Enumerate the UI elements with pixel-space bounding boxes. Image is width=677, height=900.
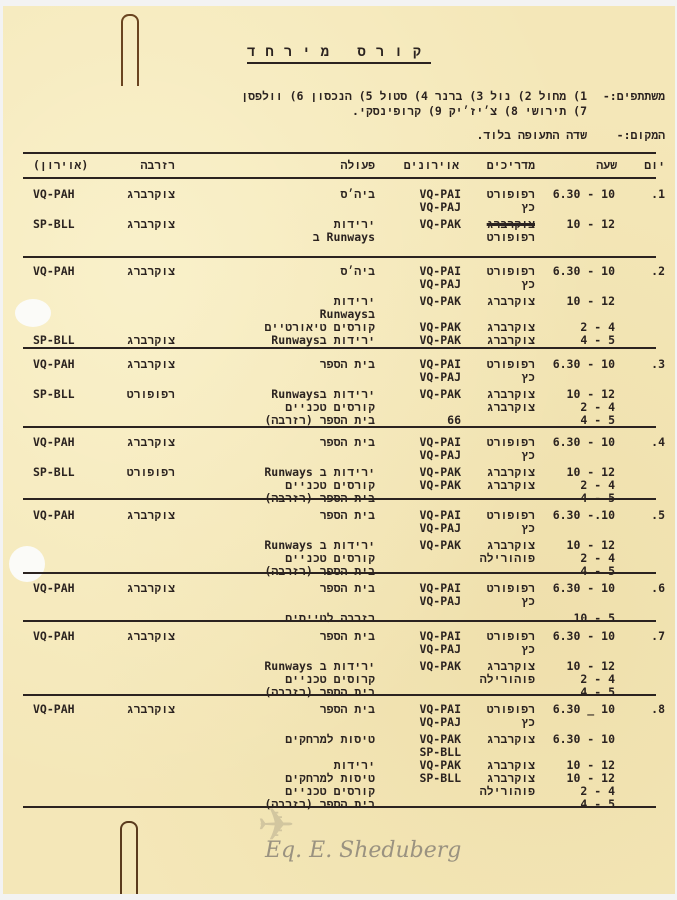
activity: בית הספר xyxy=(319,629,375,643)
aircraft-registration: VQ-PAI xyxy=(419,435,461,449)
day-separator-rule xyxy=(23,572,656,574)
time-slot: 6.30 - 10 xyxy=(552,581,615,595)
day-separator-rule xyxy=(23,347,656,349)
activity: בית הספר (רזרבה) xyxy=(264,491,375,505)
time-slot: 10 - 12 xyxy=(566,771,615,785)
instructor-name: רפופורט xyxy=(486,435,535,449)
instructor-name: כץ xyxy=(521,715,535,729)
activity: רזרבה לטייסים xyxy=(285,611,375,625)
time-slot: 10 - 12 xyxy=(566,387,615,401)
aircraft-registration: VQ-PAI xyxy=(419,508,461,522)
instructor-name: צוקרברג xyxy=(486,758,535,772)
column-header-day: יום xyxy=(644,158,665,172)
time-slot: 6.30 - 10 xyxy=(552,435,615,449)
activity: ירידות בRunways xyxy=(271,387,375,401)
day-separator-rule xyxy=(23,426,656,428)
aircraft-registration: VQ-PAI xyxy=(419,702,461,716)
header-rule-bottom xyxy=(23,177,656,179)
activity: קורסים טכניים xyxy=(285,478,375,492)
activity: ביה׳ס xyxy=(340,264,375,278)
activity: בית הספר (רזרבה) xyxy=(264,797,375,811)
participants-line-1: 1) מחול 2) נול 3) ברנר 4) סטול 5) הנכסון 6) וולפסן xyxy=(241,89,587,103)
activity: בית הספר (רזרבה) xyxy=(264,413,375,427)
reserve-instructor: רפופורט xyxy=(126,465,175,479)
reserve-instructor: צוקרברג xyxy=(126,702,175,716)
activity: טיסות למרחקים xyxy=(285,771,375,785)
time-slot: 4 - 5 xyxy=(580,491,615,505)
activity: קורסים טכניים xyxy=(285,400,375,414)
day-separator-rule xyxy=(23,256,656,258)
location-label: המקום:- xyxy=(616,128,665,142)
instructor-name: פוהורילה xyxy=(479,672,535,686)
aircraft-registration: VQ-PAJ xyxy=(419,521,461,535)
instructor-name: כץ xyxy=(521,277,535,291)
reserve-instructor: צוקרברג xyxy=(126,187,175,201)
column-header-aircraft: אוירונים xyxy=(403,158,459,172)
reserve-instructor: צוקרברג xyxy=(126,217,175,231)
aircraft-registration: VQ-PAK xyxy=(419,294,461,308)
instructor-name: פוהורילה xyxy=(479,551,535,565)
aircraft-registration: VQ-PAK xyxy=(419,659,461,673)
reserve-aircraft: SP-BLL xyxy=(33,387,75,401)
day-number: .2 xyxy=(651,264,665,278)
aircraft-registration: SP-BLL xyxy=(419,771,461,785)
instructor-name: רפופורט xyxy=(486,581,535,595)
column-header-time: שעה xyxy=(596,158,617,172)
time-slot: 10 - 5 xyxy=(573,611,615,625)
time-slot: 6.30 - 10 xyxy=(552,187,615,201)
time-slot: 2 - 4 xyxy=(580,551,615,565)
aircraft-registration: VQ-PAJ xyxy=(419,715,461,729)
aircraft-registration: VQ-PAK xyxy=(419,320,461,334)
time-slot: 10 - 12 xyxy=(566,659,615,673)
instructor-name: כץ xyxy=(521,594,535,608)
instructor-name: רפופורט xyxy=(486,508,535,522)
location-value: שדה התעופה בלוד. xyxy=(476,128,587,142)
activity: בית הספר xyxy=(319,508,375,522)
activity: בRunways xyxy=(319,307,375,321)
activity: בית הספר xyxy=(319,357,375,371)
instructor-name: צוקרברג xyxy=(486,400,535,414)
instructor-name: צוקרברג xyxy=(486,538,535,552)
activity: ירידות ב Runways xyxy=(264,465,375,479)
aircraft-registration: VQ-PAK xyxy=(419,217,461,231)
activity: Runways ב xyxy=(312,230,375,244)
day-number: .1 xyxy=(651,187,665,201)
aircraft-registration: VQ-PAJ xyxy=(419,642,461,656)
header-rule-top xyxy=(23,152,656,154)
reserve-aircraft: VQ-PAH xyxy=(33,264,75,278)
activity: קורסים טכניים xyxy=(285,784,375,798)
time-slot: 2 - 4 xyxy=(580,784,615,798)
instructor-name: כץ xyxy=(521,200,535,214)
aircraft-registration: VQ-PAJ xyxy=(419,594,461,608)
aircraft-registration: VQ-PAJ xyxy=(419,370,461,384)
column-header-reserve: רזרבה xyxy=(140,158,175,172)
reserve-aircraft: VQ-PAH xyxy=(33,435,75,449)
activity: ירידות ב Runways xyxy=(264,538,375,552)
day-separator-rule xyxy=(23,498,656,500)
instructor-name: צוקרברג xyxy=(486,478,535,492)
reserve-aircraft: VQ-PAH xyxy=(33,187,75,201)
punch-hole-upper xyxy=(15,299,51,327)
instructor-name: צוקרברג xyxy=(486,387,535,401)
reserve-instructor: צוקרברג xyxy=(126,357,175,371)
reserve-instructor: רפופורט xyxy=(126,387,175,401)
instructor-name: כץ xyxy=(521,521,535,535)
activity: בית הספר xyxy=(319,435,375,449)
activity: ביה׳ס xyxy=(340,187,375,201)
time-slot: 2 - 4 xyxy=(580,672,615,686)
instructor-name: כץ xyxy=(521,642,535,656)
column-header-reserve-aircraft: (אוירון) xyxy=(33,158,89,172)
time-slot: 10 - 12 xyxy=(566,465,615,479)
reserve-aircraft: VQ-PAH xyxy=(33,581,75,595)
time-slot: 4 - 5 xyxy=(580,685,615,699)
reserve-instructor: צוקרברג xyxy=(126,581,175,595)
time-slot: 4 - 5 xyxy=(580,333,615,347)
instructor-name: רפופורט xyxy=(486,357,535,371)
activity: ירידות xyxy=(333,294,375,308)
activity: ירידות xyxy=(333,758,375,772)
column-header-instructors: מדריכים xyxy=(486,158,535,172)
instructor-name: פוהורילה xyxy=(479,784,535,798)
reserve-instructor: צוקרברג xyxy=(126,508,175,522)
aircraft-registration: VQ-PAK xyxy=(419,333,461,347)
aircraft-registration: VQ-PAK xyxy=(419,387,461,401)
day-separator-rule xyxy=(23,620,656,622)
airplane-watermark-icon: ✈ xyxy=(258,786,295,856)
punch-hole-lower xyxy=(9,546,45,582)
activity: קרוסים טכניים xyxy=(285,672,375,686)
instructor-name: רפופורט xyxy=(486,264,535,278)
aircraft-registration: VQ-PAI xyxy=(419,264,461,278)
instructor-name: צוקרברג xyxy=(486,659,535,673)
time-slot: 6.30 -.10 xyxy=(552,508,615,522)
instructor-name: רפופורט xyxy=(486,187,535,201)
instructor-name: צוקרברג xyxy=(486,732,535,746)
aircraft-registration: VQ-PAI xyxy=(419,357,461,371)
aircraft-registration: VQ-PAI xyxy=(419,629,461,643)
aircraft-registration: 66 xyxy=(447,413,461,427)
reserve-instructor: צוקרברג xyxy=(126,435,175,449)
reserve-aircraft: VQ-PAH xyxy=(33,702,75,716)
signature: Eq. E. Sheduberg xyxy=(265,838,462,863)
day-number: .6 xyxy=(651,581,665,595)
activity: ירידות בRunways xyxy=(271,333,375,347)
reserve-aircraft: SP-BLL xyxy=(33,465,75,479)
time-slot: 6.30 - 10 xyxy=(552,357,615,371)
day-separator-rule xyxy=(23,694,656,696)
aircraft-registration: VQ-PAK xyxy=(419,478,461,492)
aircraft-registration: VQ-PAJ xyxy=(419,200,461,214)
aircraft-registration: VQ-PAJ xyxy=(419,448,461,462)
participants-label: משתתפים:- xyxy=(602,89,665,103)
aircraft-registration: VQ-PAK xyxy=(419,465,461,479)
activity: קורסים טיאורטיים xyxy=(264,320,375,334)
reserve-instructor: צוקרברג xyxy=(126,264,175,278)
reserve-aircraft: VQ-PAH xyxy=(33,357,75,371)
aircraft-registration: SP-BLL xyxy=(419,745,461,759)
time-slot: 6.30 _ 10 xyxy=(552,702,615,716)
reserve-aircraft: SP-BLL xyxy=(33,333,75,347)
time-slot: 10 - 12 xyxy=(566,758,615,772)
document-page xyxy=(3,6,675,894)
activity: טיסות למרחקים xyxy=(285,732,375,746)
instructor-name: רפופורט xyxy=(486,230,535,244)
instructor-name: כץ xyxy=(521,448,535,462)
reserve-instructor: צוקרברג xyxy=(126,333,175,347)
aircraft-registration: VQ-PAJ xyxy=(419,277,461,291)
instructor-name: רפופורט xyxy=(486,629,535,643)
day-number: .8 xyxy=(651,702,665,716)
instructor-name: כץ xyxy=(521,370,535,384)
instructor-name: צוקרברג xyxy=(486,771,535,785)
day-number: .3 xyxy=(651,357,665,371)
aircraft-registration: VQ-PAK xyxy=(419,732,461,746)
activity: בית הספר (רזרבה) xyxy=(264,685,375,699)
activity: ירידות xyxy=(333,217,375,231)
activity: בית הספר xyxy=(319,581,375,595)
aircraft-registration: VQ-PAK xyxy=(419,758,461,772)
reserve-aircraft: VQ-PAH xyxy=(33,508,75,522)
reserve-instructor: צוקרברג xyxy=(126,629,175,643)
activity: קורסים טכניים xyxy=(285,551,375,565)
time-slot: 6.30 - 10 xyxy=(552,264,615,278)
time-slot: 2 - 4 xyxy=(580,478,615,492)
staple-mark-bottom xyxy=(120,821,138,894)
time-slot: 6.30 - 10 xyxy=(552,629,615,643)
day-number: .4 xyxy=(651,435,665,449)
time-slot: 4 - 5 xyxy=(580,564,615,578)
aircraft-registration: VQ-PAI xyxy=(419,187,461,201)
instructor-name: צוקרברג xyxy=(486,217,535,231)
activity: בית הספר xyxy=(319,702,375,716)
instructor-name: צוקרברג xyxy=(486,465,535,479)
instructor-name: צוקרברג xyxy=(486,320,535,334)
time-slot: 2 - 4 xyxy=(580,320,615,334)
time-slot: 4 - 5 xyxy=(580,797,615,811)
instructor-name: צוקרברג xyxy=(486,294,535,308)
day-number: .7 xyxy=(651,629,665,643)
time-slot: 4 - 5 xyxy=(580,413,615,427)
activity: ירידות ב Runways xyxy=(264,659,375,673)
instructor-name: צוקרברג xyxy=(486,333,535,347)
day-number: .5 xyxy=(651,508,665,522)
time-slot: 2 - 4 xyxy=(580,400,615,414)
reserve-aircraft: VQ-PAH xyxy=(33,629,75,643)
time-slot: 10 - 12 xyxy=(566,538,615,552)
page-title: קורס מירחד xyxy=(3,44,675,61)
participants-line-2: 7) תירושי 8) צ׳יז׳יק 9) קרופינסקי. xyxy=(352,104,587,118)
time-slot: 10 - 12 xyxy=(566,217,615,231)
column-header-activity: פעולה xyxy=(340,158,375,172)
time-slot: 10 - 12 xyxy=(566,294,615,308)
aircraft-registration: VQ-PAK xyxy=(419,538,461,552)
activity: בית הספר (רזרבה) xyxy=(264,564,375,578)
day-separator-rule xyxy=(23,806,656,808)
time-slot: 6.30 - 10 xyxy=(552,732,615,746)
instructor-name: רפופורט xyxy=(486,702,535,716)
aircraft-registration: VQ-PAI xyxy=(419,581,461,595)
reserve-aircraft: SP-BLL xyxy=(33,217,75,231)
